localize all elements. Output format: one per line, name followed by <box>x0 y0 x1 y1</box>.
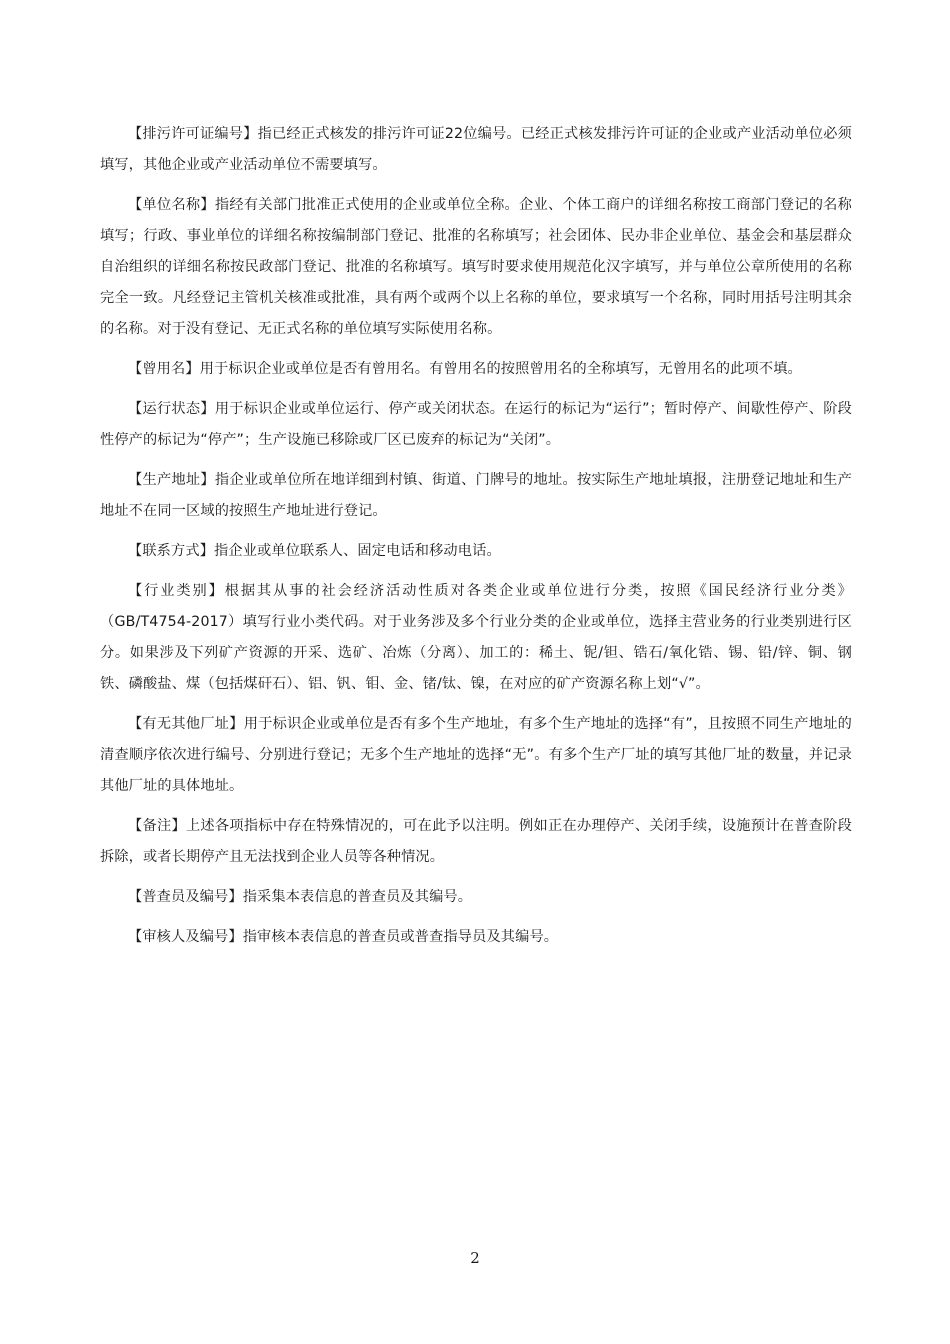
paragraph-permit-number <box>100 119 852 181</box>
term-label: 【联系方式】 <box>128 543 215 559</box>
paragraph-former-name <box>100 354 852 385</box>
page-body <box>100 119 852 962</box>
term-label: 【有无其他厂址】 <box>128 716 244 732</box>
term-label: 【行业类别】 <box>128 583 225 599</box>
term-definition: 指审核本表信息的普查员或普查指导员及其编号。 <box>242 929 559 945</box>
paragraph-industry-category <box>100 576 852 700</box>
paragraph-unit-name <box>100 190 852 345</box>
term-definition: 用于标识企业或单位是否有曾用名。有曾用名的按照曾用名的全称填写，无曾用名的此项不填。 <box>199 361 802 377</box>
paragraph-remarks <box>100 811 852 873</box>
paragraph-reviewer <box>100 922 852 953</box>
paragraph-enumerator <box>100 882 852 913</box>
term-label: 【普查员及编号】 <box>128 889 243 905</box>
paragraph-contact-info <box>100 536 852 567</box>
term-label: 【运行状态】 <box>128 401 215 417</box>
term-definition: 指已经正式核发的排污许可证22位编号。已经正式核发排污许可证的企业或产业活动单位必须填写，其他企业或产业活动单位不需要填写。 <box>100 126 852 173</box>
page-number: 2 <box>470 1249 480 1267</box>
term-definition: 根据其从事的社会经济活动性质对各类企业或单位进行分类，按照《国民经济行业分类》（GB/T4754-2017）填写行业小类代码。对于业务涉及多个行业分类的企业或单位，选择主营业务的行业类别进行区分。如果涉及下列矿产资源的开采、选矿、冶炼（分离）、加工的：稀土、铌/钽、锆石/氧化锆、锡、铅/锌、铜、钢铁、磷酸盐、煤（包括煤矸石）、铝、钒、钼、金、锗/钛、镍，在对应的矿产资源名称上划“√”。 <box>100 583 852 692</box>
term-definition: 上述各项指标中存在特殊情况的，可在此予以注明。例如正在办理停产、关闭手续，设施预计在普查阶段拆除，或者长期停产且无法找到企业人员等各种情况。 <box>100 818 852 865</box>
term-definition: 用于标识企业或单位是否有多个生产地址，有多个生产地址的选择“有”，且按照不同生产地址的清查顺序依次进行编号、分别进行登记；无多个生产地址的选择“无”。有多个生产厂址的填写其他厂址的数量，并记录其他厂址的具体地址。 <box>100 716 852 794</box>
term-label: 【曾用名】 <box>128 361 200 377</box>
term-label: 【生产地址】 <box>128 472 215 488</box>
paragraph-production-address <box>100 465 852 527</box>
term-label: 【备注】 <box>128 818 186 834</box>
term-definition: 指采集本表信息的普查员及其编号。 <box>242 889 473 905</box>
term-label: 【审核人及编号】 <box>128 929 243 945</box>
term-label: 【单位名称】 <box>128 197 215 213</box>
term-label: 【排污许可证编号】 <box>128 126 258 142</box>
paragraph-other-sites <box>100 709 852 802</box>
term-definition: 指企业或单位联系人、固定电话和移动电话。 <box>214 543 501 559</box>
paragraph-operating-status <box>100 394 852 456</box>
term-definition: 指企业或单位所在地详细到村镇、街道、门牌号的地址。按实际生产地址填报，注册登记地址和生产地址不在同一区域的按照生产地址进行登记。 <box>100 472 852 519</box>
term-definition: 指经有关部门批准正式使用的企业或单位全称。企业、个体工商户的详细名称按工商部门登记的名称填写；行政、事业单位的详细名称按编制部门登记、批准的名称填写；社会团体、民办非企业单位、基金会和基层群众自治组织的详细名称按民政部门登记、批准的名称填写。填写时要求使用规范化汉字填写，并与单位公章所使用的名称完全一致。凡经登记主管机关核准或批准，具有两个或两个以上名称的单位，要求填写一个名称，同时用括号注明其余的名称。对于没有登记、无正式名称的单位填写实际使用名称。 <box>100 197 852 337</box>
term-definition: 用于标识企业或单位运行、停产或关闭状态。在运行的标记为“运行”；暂时停产、间歇性停产、阶段性停产的标记为“停产”；生产设施已移除或厂区已废弃的标记为“关闭”。 <box>100 401 853 448</box>
